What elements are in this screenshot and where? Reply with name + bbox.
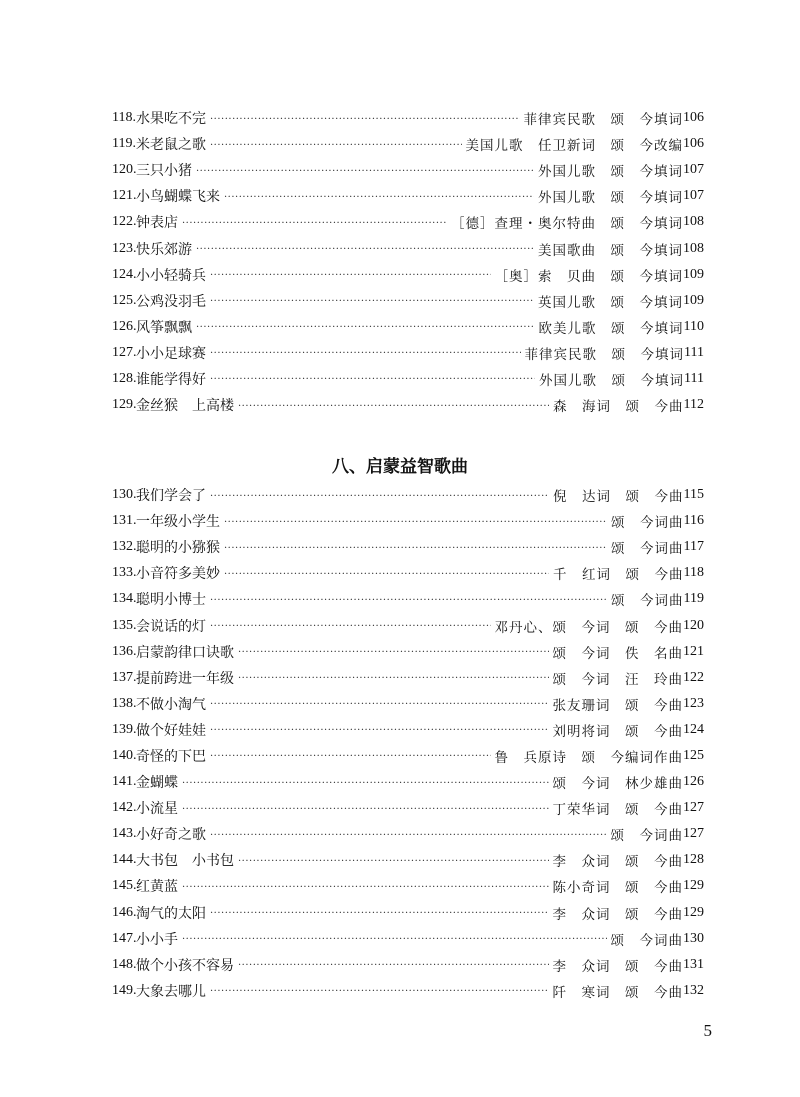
entry-page: 132 <box>683 982 704 998</box>
toc-entry <box>112 131 704 157</box>
entry-credit: 外国儿歌 颂 今填词 <box>538 190 683 207</box>
entry-credit: 刘明将词 颂 今曲 <box>552 723 683 740</box>
entry-page: 109 <box>683 266 704 282</box>
entry-page: 112 <box>683 397 704 413</box>
leader-dots <box>210 595 607 606</box>
entry-title: 做个好娃娃 <box>136 722 206 739</box>
entry-title: 公鸡没羽毛 <box>136 293 206 310</box>
entry-title: 启蒙韵律口诀歌 <box>136 644 234 661</box>
entry-credit: 颂 今词 汪 玲曲 <box>552 671 683 688</box>
entry-credit: 邓丹心、颂 今词 颂 今曲 <box>494 619 683 636</box>
entry-number: 135. <box>112 617 137 633</box>
entry-number: 138. <box>112 695 137 711</box>
toc-entry <box>112 900 704 926</box>
entry-number: 118. <box>112 110 136 126</box>
leader-dots <box>210 699 549 710</box>
entry-page: 128 <box>683 852 704 868</box>
entry-page: 123 <box>683 695 704 711</box>
entry-number: 139. <box>112 721 137 737</box>
entry-page: 129 <box>683 904 704 920</box>
leader-dots <box>210 621 491 632</box>
entry-number: 126. <box>112 318 137 334</box>
toc-entry <box>112 691 704 717</box>
leader-dots <box>210 908 549 919</box>
entry-page: 115 <box>683 487 704 503</box>
entry-title: 做个小孩不容易 <box>136 957 234 974</box>
entry-number: 120. <box>112 162 137 178</box>
section-heading: 八、启蒙益智歌曲 <box>332 457 468 477</box>
entry-title: 聪明小博士 <box>136 592 206 609</box>
leader-dots <box>210 348 521 359</box>
entry-title: 大象去哪儿 <box>136 983 206 1000</box>
entry-credit: 美国儿歌 任卫新词 颂 今改编 <box>465 138 683 155</box>
toc-entry <box>112 508 704 534</box>
entry-title: 小音符多美妙 <box>136 566 220 583</box>
entry-title: 小好奇之歌 <box>136 827 206 844</box>
entry-title: 不做小淘气 <box>136 696 206 713</box>
leader-dots <box>238 960 549 971</box>
entry-page: 111 <box>684 344 704 360</box>
entry-credit: 森 海词 颂 今曲 <box>553 399 684 416</box>
leader-dots <box>238 401 549 412</box>
entry-credit: 英国儿歌 颂 今填词 <box>538 294 683 311</box>
entry-credit: 颂 今词 佚 名曲 <box>552 645 683 662</box>
entry-number: 140. <box>112 747 137 763</box>
entry-credit: 颂 今词 林少雄曲 <box>552 776 683 793</box>
entry-page: 107 <box>683 188 704 204</box>
leader-dots <box>182 778 549 789</box>
toc-entry <box>112 952 704 978</box>
leader-dots <box>210 114 520 125</box>
toc-entry <box>112 665 704 691</box>
leader-dots <box>182 882 549 893</box>
entry-number: 129. <box>112 397 137 413</box>
toc-entry <box>112 534 704 560</box>
toc-entry <box>112 847 704 873</box>
toc-entry <box>112 366 704 392</box>
entry-title: 聪明的小猕猴 <box>136 540 220 557</box>
entry-title: 小小轻骑兵 <box>136 267 206 284</box>
entry-number: 141. <box>112 774 137 790</box>
entry-page: 116 <box>683 513 704 529</box>
toc-entry <box>112 586 704 612</box>
entry-number: 130. <box>112 487 137 503</box>
entry-number: 128. <box>112 370 137 386</box>
entry-number: 146. <box>112 904 137 920</box>
toc-entry <box>112 157 704 183</box>
entry-title: 大书包 小书包 <box>136 853 234 870</box>
entry-title: 提前跨进一年级 <box>136 670 234 687</box>
entry-credit: 李 众词 颂 今曲 <box>552 854 683 871</box>
entry-credit: 倪 达词 颂 今曲 <box>553 489 684 506</box>
leader-dots <box>210 374 535 385</box>
entry-page: 110 <box>683 318 704 334</box>
entry-number: 142. <box>112 800 137 816</box>
entry-title: 会说话的灯 <box>136 618 206 635</box>
leader-dots <box>238 856 549 867</box>
entry-number: 149. <box>112 982 137 998</box>
entry-credit: 美国歌曲 颂 今填词 <box>538 242 683 259</box>
leader-dots <box>196 322 535 333</box>
toc-entry <box>112 639 704 665</box>
toc-list-songs-118-129 <box>112 105 704 418</box>
entry-page: 126 <box>683 774 704 790</box>
entry-number: 133. <box>112 565 137 581</box>
entry-title: 风筝飘飘 <box>136 319 192 336</box>
entry-credit: 阡 寒词 颂 今曲 <box>552 984 683 1001</box>
toc-entry <box>112 873 704 899</box>
entry-number: 119. <box>112 136 136 152</box>
entry-number: 143. <box>112 826 137 842</box>
leader-dots <box>224 569 549 580</box>
leader-dots <box>210 725 549 736</box>
entry-title: 小小足球赛 <box>136 345 206 362</box>
entry-page: 107 <box>683 162 704 178</box>
toc-entry <box>112 743 704 769</box>
entry-number: 123. <box>112 240 137 256</box>
leader-dots <box>182 934 607 945</box>
entry-credit: 颂 今词曲 <box>610 932 683 949</box>
toc-list-enlightenment-songs <box>112 482 704 1004</box>
toc-entry <box>112 717 704 743</box>
entry-page: 130 <box>683 930 704 946</box>
leader-dots <box>238 647 549 658</box>
leader-dots <box>210 270 491 281</box>
entry-page: 122 <box>683 669 704 685</box>
entry-title: 小小手 <box>136 931 178 948</box>
leader-dots <box>196 166 534 177</box>
toc-entry <box>112 821 704 847</box>
entry-credit: 颂 今词曲 <box>611 541 684 558</box>
entry-number: 145. <box>112 878 137 894</box>
toc-entry <box>112 795 704 821</box>
toc-entry <box>112 926 704 952</box>
entry-title: 三只小猪 <box>136 163 192 180</box>
toc-entry <box>112 560 704 586</box>
entry-credit: 外国儿歌 颂 今填词 <box>539 372 685 389</box>
entry-page: 119 <box>683 591 704 607</box>
entry-number: 131. <box>112 513 137 529</box>
leader-dots <box>210 830 607 841</box>
entry-number: 136. <box>112 643 137 659</box>
entry-credit: 李 众词 颂 今曲 <box>552 958 683 975</box>
entry-credit: 丁荣华词 颂 今曲 <box>552 802 683 819</box>
entry-page: 129 <box>683 878 704 894</box>
toc-entry <box>112 314 704 340</box>
entry-credit: 陈小奇词 颂 今曲 <box>552 880 683 897</box>
toc-entry <box>112 769 704 795</box>
entry-credit: 欧美儿歌 颂 今填词 <box>538 320 684 337</box>
entry-credit: 外国儿歌 颂 今填词 <box>538 164 683 181</box>
toc-entry <box>112 978 704 1004</box>
entry-credit: 菲律宾民歌 颂 今填词 <box>523 112 683 129</box>
leader-dots <box>210 751 491 762</box>
entry-title: 谁能学得好 <box>136 371 206 388</box>
entry-number: 137. <box>112 669 137 685</box>
entry-credit: 千 红词 颂 今曲 <box>553 567 684 584</box>
entry-page: 106 <box>683 136 704 152</box>
entry-credit: 张友珊词 颂 今曲 <box>552 697 683 714</box>
entry-page: 109 <box>683 292 704 308</box>
entry-title: 小流星 <box>136 801 178 818</box>
leader-dots <box>182 804 549 815</box>
entry-page: 121 <box>683 643 704 659</box>
entry-title: 水果吃不完 <box>136 111 206 128</box>
entry-page: 127 <box>683 826 704 842</box>
entry-page: 131 <box>683 956 704 972</box>
toc-entry <box>112 262 704 288</box>
leader-dots <box>224 192 534 203</box>
entry-title: 淘气的太阳 <box>136 905 206 922</box>
leader-dots <box>210 296 534 307</box>
toc-entry <box>112 183 704 209</box>
entry-page: 120 <box>683 617 704 633</box>
leader-dots <box>196 244 534 255</box>
entry-number: 147. <box>112 930 137 946</box>
entry-number: 127. <box>112 344 137 360</box>
leader-dots <box>238 673 549 684</box>
leader-dots <box>210 140 462 151</box>
toc-entry <box>112 612 704 638</box>
entry-page: 111 <box>684 370 704 386</box>
leader-dots <box>224 543 607 554</box>
entry-credit: 菲律宾民歌 颂 今填词 <box>524 346 685 363</box>
entry-page: 106 <box>683 110 704 126</box>
entry-number: 122. <box>112 214 137 230</box>
leader-dots <box>210 491 549 502</box>
entry-credit: 鲁 兵原诗 颂 今编词作曲 <box>494 749 683 766</box>
entry-credit: 李 众词 颂 今曲 <box>552 906 683 923</box>
entry-number: 132. <box>112 539 137 555</box>
entry-number: 121. <box>112 188 137 204</box>
page-number: 5 <box>703 1021 712 1040</box>
entry-page: 124 <box>683 721 704 737</box>
entry-title: 米老鼠之歌 <box>136 137 206 154</box>
entry-number: 124. <box>112 266 137 282</box>
entry-page: 118 <box>683 565 704 581</box>
entry-credit: 颂 今词曲 <box>611 515 684 532</box>
entry-number: 125. <box>112 292 137 308</box>
leader-dots <box>210 986 549 997</box>
entry-title: 一年级小学生 <box>136 514 220 531</box>
entry-credit: 颂 今词曲 <box>610 828 683 845</box>
entry-credit: ［德］查理・奥尔特曲 颂 今填词 <box>451 216 683 233</box>
toc-entry <box>112 392 704 418</box>
toc-entry <box>112 235 704 261</box>
entry-page: 125 <box>683 747 704 763</box>
leader-dots <box>182 218 447 229</box>
entry-page: 117 <box>683 539 704 555</box>
toc-entry <box>112 105 704 131</box>
entry-number: 134. <box>112 591 137 607</box>
entry-page: 108 <box>683 240 704 256</box>
toc-entry <box>112 288 704 314</box>
entry-credit: ［奥］索 贝曲 颂 今填词 <box>494 268 683 285</box>
entry-title: 快乐郊游 <box>136 241 192 258</box>
entry-title: 奇怪的下巴 <box>136 748 206 765</box>
entry-title: 钟表店 <box>136 215 178 232</box>
entry-title: 金丝猴 上高楼 <box>136 398 234 415</box>
toc-entry <box>112 340 704 366</box>
entry-title: 小鸟蝴蝶飞来 <box>136 189 220 206</box>
entry-title: 金蝴蝶 <box>136 775 178 792</box>
entry-number: 148. <box>112 956 137 972</box>
entry-page: 108 <box>683 214 704 230</box>
entry-title: 我们学会了 <box>136 488 206 505</box>
leader-dots <box>224 517 607 528</box>
toc-entry <box>112 482 704 508</box>
entry-title: 红黄蓝 <box>136 879 178 896</box>
entry-page: 127 <box>683 800 704 816</box>
toc-entry <box>112 209 704 235</box>
entry-number: 144. <box>112 852 137 868</box>
entry-credit: 颂 今词曲 <box>611 593 684 610</box>
